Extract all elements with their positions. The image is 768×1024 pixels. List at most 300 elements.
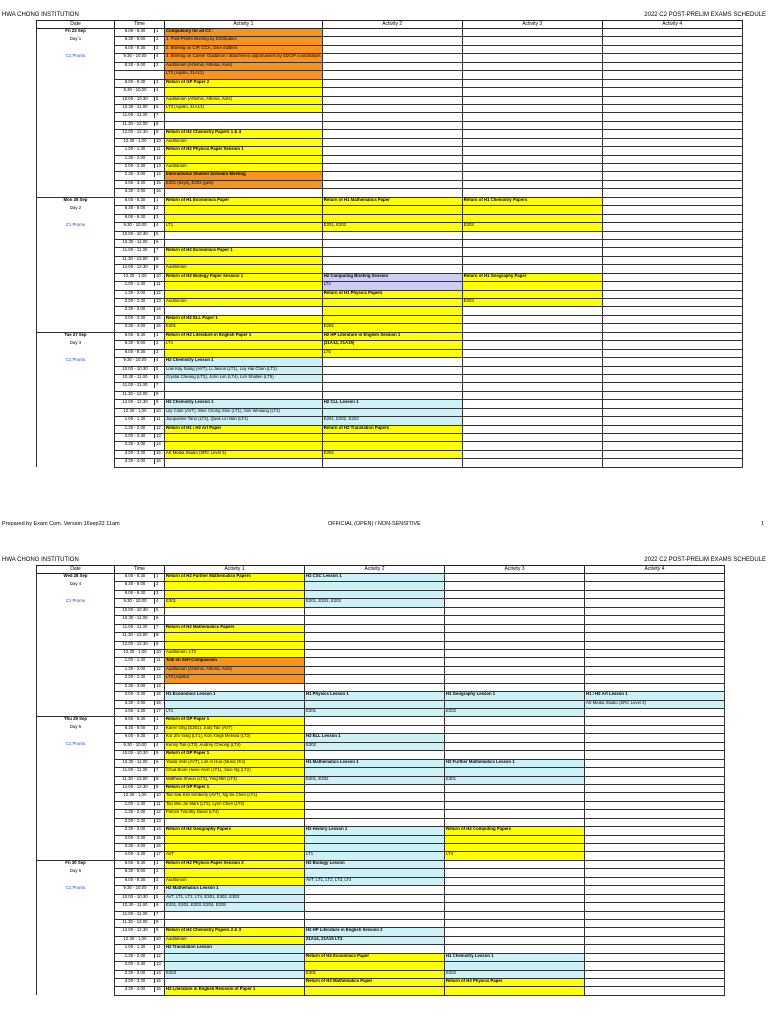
day-label: Day 2	[37, 206, 115, 214]
activity-2-cell	[322, 172, 462, 180]
time-cell	[115, 776, 165, 784]
date-cell	[37, 366, 115, 374]
table-row	[37, 751, 725, 759]
time-cell	[115, 844, 165, 852]
activity-1-cell	[165, 818, 305, 826]
activity-2-cell	[322, 214, 462, 222]
period-number: 10	[154, 937, 163, 941]
activity-4-cell	[602, 239, 742, 247]
activity-2-cell: Return of H3 Mathematics Paper	[305, 979, 445, 987]
activity-1-cell	[165, 633, 305, 641]
table-row	[37, 434, 743, 442]
time-text: 9.30 - 10.00	[123, 357, 147, 363]
time-text: 11.30 - 12.00	[122, 632, 148, 638]
table-row	[37, 793, 725, 801]
time-cell	[115, 88, 165, 96]
activity-4-cell	[585, 633, 725, 641]
time-cell	[115, 683, 165, 691]
period-number: 17	[154, 852, 163, 856]
date-cell	[37, 223, 115, 231]
activity-1-cell: LT3 (Apollo, 21A12)	[165, 71, 323, 79]
activity-3-cell	[445, 683, 585, 691]
time-cell	[115, 189, 165, 197]
activity-4-cell	[585, 607, 725, 615]
activity-4-cell	[585, 616, 725, 624]
date-cell	[37, 273, 115, 281]
time-text: 9.00 - 9.30	[124, 214, 146, 219]
activity-1-cell: Art Media Studio (SRC Level 3)	[165, 450, 323, 458]
activity-2-cell: Return of H3 Economics Paper	[305, 953, 445, 961]
activity-2-cell	[305, 911, 445, 919]
time-text: 11.00 - 11.30	[122, 624, 148, 629]
activity-3-cell	[462, 130, 602, 138]
table-row	[37, 599, 725, 607]
table-row	[37, 810, 725, 818]
activity-3-cell	[445, 599, 585, 607]
table-row	[37, 290, 743, 298]
table-row	[37, 138, 743, 146]
activity-4-cell	[585, 624, 725, 632]
activity-2-cell	[305, 658, 445, 666]
activity-2-cell	[322, 113, 462, 121]
activity-1-cell	[165, 256, 323, 264]
period-number: 2	[154, 726, 163, 730]
activity-2-cell: H2 CLL Lesson 1	[322, 400, 462, 408]
activity-2-cell	[305, 624, 445, 632]
date-cell	[37, 383, 115, 391]
day-label: Day 3	[37, 341, 115, 349]
activity-4-cell	[585, 759, 725, 767]
activity-3-cell	[462, 172, 602, 180]
date-cell	[37, 256, 115, 264]
date-cell	[37, 979, 115, 987]
activity-1-cell	[165, 290, 323, 298]
period-number: 4	[154, 223, 163, 227]
column-header: Activity 4	[602, 21, 742, 29]
table-row	[37, 633, 725, 641]
table-row	[37, 197, 743, 205]
table-row	[37, 349, 743, 357]
activity-1-cell: Low Kay Siang (AVT), Li Jiexun (LT1), Loy Hai Chun (LT2)	[165, 366, 323, 374]
date-cell	[37, 574, 115, 582]
time-text: 4.00 - 4.30	[124, 851, 146, 857]
time-text: 9.30 - 10.00	[123, 598, 147, 604]
promo-label: C1 Promo	[65, 357, 86, 362]
period-number: 2	[154, 582, 163, 586]
time-text: 10.30 - 11.00	[122, 759, 148, 764]
activity-3-cell: E202	[445, 970, 585, 978]
activity-3-cell	[462, 450, 602, 458]
date-cell	[37, 248, 115, 256]
time-text: 2.00 - 2.30	[124, 163, 146, 168]
date-label: Fri 30 Sep	[65, 860, 86, 865]
period-number: 16	[154, 987, 163, 991]
period-number: 10	[154, 409, 163, 413]
table-row	[37, 450, 743, 458]
activity-1-cell: Compulsory for all C2 :	[165, 29, 323, 37]
time-text: 9.00 - 9.30	[124, 590, 146, 595]
activity-1-cell: LT1	[165, 223, 323, 231]
date-cell	[37, 442, 115, 450]
activity-3-cell	[445, 936, 585, 944]
time-cell	[115, 374, 165, 382]
time-cell	[115, 742, 165, 750]
time-cell	[115, 599, 165, 607]
activity-2-cell	[322, 88, 462, 96]
activity-2-cell	[322, 79, 462, 87]
date-cell	[37, 633, 115, 641]
date-cell	[37, 214, 115, 222]
time-text: 12.00 - 12.30	[122, 927, 148, 933]
table-row	[37, 700, 725, 708]
activity-4-cell	[602, 45, 742, 53]
period-number: 11	[154, 658, 163, 662]
activity-1-cell	[165, 434, 323, 442]
activity-1-cell	[165, 155, 323, 163]
time-cell	[115, 180, 165, 188]
time-text: 1.00 - 1.30	[124, 416, 146, 422]
activity-4-cell	[602, 366, 742, 374]
activity-4-cell	[602, 315, 742, 323]
time-text: 1.00 - 1.30	[124, 146, 146, 152]
time-cell	[115, 869, 165, 877]
time-text: 9.30 - 10.00	[123, 885, 147, 891]
table-row	[37, 358, 743, 366]
activity-4-cell	[602, 96, 742, 104]
day-label: Day 4	[37, 582, 115, 590]
date-cell	[37, 827, 115, 835]
activity-1-cell: Return of H2 Chemistry Papers 2 & 3	[165, 928, 305, 936]
activity-1-cell: Matthew Sheun (LT3), Ying Min (LT4)	[165, 776, 305, 784]
time-text: 8.30 - 9.00	[124, 581, 146, 587]
period-number: 13	[154, 962, 163, 966]
activity-2-cell	[305, 818, 445, 826]
period-number: 1	[154, 198, 163, 202]
period-number: 13	[154, 819, 163, 823]
period-number: 12	[154, 156, 163, 160]
date-cell	[37, 911, 115, 919]
activity-4-cell	[602, 155, 742, 163]
table-row	[37, 391, 743, 399]
time-cell	[115, 223, 165, 231]
time-text: 1.00 - 1.30	[124, 657, 146, 663]
activity-1-cell: LT1	[165, 341, 323, 349]
activity-4-cell	[602, 349, 742, 357]
institution-name: HWA CHONG INSTITUTION	[2, 557, 79, 563]
activity-3-cell	[445, 818, 585, 826]
time-text: 8.00 - 8.30	[124, 197, 146, 202]
period-number: 15	[154, 451, 163, 455]
activity-1-cell	[165, 189, 323, 197]
time-cell	[115, 113, 165, 121]
time-text: 2.30 - 3.00	[124, 970, 146, 975]
period-number: 1	[154, 29, 163, 33]
date-cell	[37, 138, 115, 146]
period-number: 8	[154, 257, 163, 261]
activity-4-cell	[602, 434, 742, 442]
activity-3-cell	[445, 768, 585, 776]
activity-2-cell: LT1	[305, 852, 445, 860]
time-text: 3.00 - 3.30	[124, 691, 146, 697]
table-row	[37, 231, 743, 239]
period-number: 8	[154, 392, 163, 396]
time-cell	[115, 877, 165, 885]
activity-4-cell	[585, 801, 725, 809]
period-number: 3	[154, 46, 163, 50]
date-cell	[37, 852, 115, 860]
activity-2-cell	[322, 391, 462, 399]
period-number: 9	[154, 130, 163, 134]
activity-3-cell	[445, 919, 585, 927]
activity-1-cell: 2. Briefing on CIP, CCA, OSA matters	[165, 45, 323, 53]
activity-4-cell: Art Media Studio (SRC Level 3)	[585, 700, 725, 708]
time-text: 12.30 - 1.00	[123, 936, 147, 941]
activity-3-cell	[462, 54, 602, 62]
date-cell	[37, 45, 115, 53]
activity-2-cell: E201, E202, E203	[305, 599, 445, 607]
time-cell	[115, 633, 165, 641]
table-row	[37, 903, 725, 911]
activity-4-cell	[585, 734, 725, 742]
date-cell	[37, 391, 115, 399]
activity-2-cell	[322, 37, 462, 45]
date-cell	[37, 88, 115, 96]
activity-3-cell	[445, 725, 585, 733]
date-label: Wed 28 Sep	[63, 573, 88, 578]
time-cell	[115, 759, 165, 767]
activity-3-cell	[462, 256, 602, 264]
time-text: 12.30 - 1.00	[123, 138, 147, 143]
table-row	[37, 852, 725, 860]
table-row	[37, 692, 725, 700]
table-row	[37, 869, 725, 877]
activity-2-cell	[322, 256, 462, 264]
column-header: Time	[115, 566, 165, 574]
activity-1-cell	[165, 616, 305, 624]
activity-4-cell	[602, 391, 742, 399]
time-text: 3.30 - 4.00	[124, 843, 146, 848]
table-row	[37, 324, 743, 332]
table-row	[37, 172, 743, 180]
time-text: 10.00 - 10.30	[122, 231, 148, 236]
time-cell	[115, 391, 165, 399]
date-cell	[37, 155, 115, 163]
activity-4-cell	[585, 852, 725, 860]
activity-1-cell: Auditorium (Artemis, Athena, Ares)	[165, 62, 323, 70]
period-number: 4	[154, 886, 163, 890]
activity-3-cell	[445, 945, 585, 953]
table-row	[37, 180, 743, 188]
activity-2-cell	[305, 844, 445, 852]
activity-4-cell	[602, 104, 742, 112]
activity-3-cell: E301	[445, 776, 585, 784]
table-row	[37, 299, 743, 307]
time-text: 10.30 - 11.00	[122, 902, 148, 908]
date-cell	[37, 759, 115, 767]
period-number: 12	[154, 291, 163, 295]
activity-4-cell	[602, 400, 742, 408]
period-number: 10	[154, 274, 163, 278]
time-cell	[115, 649, 165, 657]
activity-3-cell	[462, 147, 602, 155]
date-cell	[37, 616, 115, 624]
promo-label: C1 Promo	[65, 742, 86, 747]
date-cell	[37, 675, 115, 683]
period-number: 1	[154, 861, 163, 865]
period-number: 7	[154, 383, 163, 387]
time-cell	[115, 768, 165, 776]
period-number: 6	[154, 375, 163, 379]
period-number: 15	[154, 316, 163, 320]
time-cell	[115, 434, 165, 442]
activity-1-cell: Tan Sok Kim Kimberly (AVT), Ng Su Chen (LT1)	[165, 793, 305, 801]
activity-3-cell	[462, 332, 602, 340]
date-cell	[37, 29, 115, 37]
activity-4-cell	[585, 844, 725, 852]
activity-4-cell	[602, 130, 742, 138]
table-row	[37, 45, 743, 53]
activity-1-cell	[165, 641, 305, 649]
time-text: 9.00 - 9.30	[124, 349, 146, 354]
table-row	[37, 784, 725, 792]
activity-4-cell	[602, 172, 742, 180]
activity-4-cell	[585, 590, 725, 598]
time-cell	[115, 903, 165, 911]
activity-3-cell	[462, 349, 602, 357]
period-number: 5	[154, 751, 163, 755]
time-text: 8.00 - 8.30	[124, 716, 146, 722]
time-cell	[115, 827, 165, 835]
activity-1-cell	[165, 391, 323, 399]
activity-1-cell: Return of H2 ELL Paper 1	[165, 315, 323, 323]
time-cell	[115, 239, 165, 247]
time-cell	[115, 315, 165, 323]
activity-3-cell	[462, 231, 602, 239]
time-text: 2.00 - 2.30	[124, 818, 146, 823]
period-number: 10	[154, 650, 163, 654]
activity-4-cell	[602, 88, 742, 96]
activity-4-cell	[602, 273, 742, 281]
activity-1-cell: Auditorium (Artemis, Athena, Ares)	[165, 96, 323, 104]
table-row	[37, 818, 725, 826]
activity-1-cell: E203	[165, 970, 305, 978]
activity-1-cell: Kor Zhi Yang (LT1), Koh Xingli Melissa (LT2)	[165, 734, 305, 742]
date-cell	[37, 860, 115, 868]
time-cell	[115, 54, 165, 62]
table-row	[37, 121, 743, 129]
activity-3-cell	[445, 624, 585, 632]
time-cell	[115, 417, 165, 425]
activity-1-cell: 1. Post-Prelim Briefing by Dir/Studies	[165, 37, 323, 45]
activity-3-cell	[445, 844, 585, 852]
table-row	[37, 71, 743, 79]
activity-3-cell	[462, 88, 602, 96]
time-text: 9.00 - 9.30	[124, 733, 146, 739]
activity-4-cell	[602, 374, 742, 382]
schedule-table	[36, 20, 743, 468]
column-header: Date	[37, 21, 115, 29]
activity-2-cell	[305, 784, 445, 792]
time-cell	[115, 818, 165, 826]
activity-1-cell: E301	[165, 599, 305, 607]
activity-2-cell: Return of H1 Mathematics Paper	[322, 197, 462, 205]
activity-3-cell	[445, 810, 585, 818]
date-label: Tue 27 Sep	[64, 332, 87, 337]
page-number: 1	[760, 521, 764, 527]
table-row	[37, 734, 725, 742]
activity-3-cell	[462, 366, 602, 374]
table-row	[37, 442, 743, 450]
date-cell	[37, 894, 115, 902]
header-row	[37, 566, 725, 574]
table-row	[37, 282, 743, 290]
period-number: 6	[154, 616, 163, 620]
activity-3-cell	[462, 180, 602, 188]
time-cell	[115, 911, 165, 919]
date-cell	[37, 121, 115, 129]
time-text: 3.30 - 4.00	[124, 700, 146, 705]
table-row	[37, 206, 743, 214]
table-row	[37, 223, 743, 231]
table-row	[37, 104, 743, 112]
day-label: Day 1	[37, 37, 115, 45]
table-row	[37, 641, 725, 649]
period-number: 14	[154, 827, 163, 831]
table-row	[37, 88, 743, 96]
activity-4-cell	[585, 641, 725, 649]
activity-1-cell: LT1	[165, 709, 305, 717]
period-number: 5	[154, 232, 163, 236]
time-cell	[115, 607, 165, 615]
activity-1-cell: Crystal Cheang (LT3), John Lim (LT4), Lim Shallen (LT5)	[165, 374, 323, 382]
activity-4-cell	[602, 290, 742, 298]
activity-1-cell: Return of H2 Physics Paper Session 2	[165, 860, 305, 868]
period-number: 2	[154, 869, 163, 873]
activity-1-cell	[165, 869, 305, 877]
column-header: Activity 2	[305, 566, 445, 574]
activity-2-cell	[322, 104, 462, 112]
period-number: 17	[154, 709, 163, 713]
time-text: 12.00 - 12.30	[122, 641, 148, 646]
table-row	[37, 827, 725, 835]
table-row	[37, 256, 743, 264]
time-cell	[115, 616, 165, 624]
time-cell	[115, 894, 165, 902]
column-header: Activity 3	[445, 566, 585, 574]
activity-1-cell: Auditorium	[165, 877, 305, 885]
activity-2-cell	[322, 358, 462, 366]
activity-4-cell	[602, 417, 742, 425]
activity-3-cell	[462, 290, 602, 298]
activity-2-cell	[322, 442, 462, 450]
activity-2-cell	[305, 649, 445, 657]
activity-3-cell	[462, 206, 602, 214]
promo-label: C1 Promo	[65, 885, 86, 890]
activity-1-cell: International Student Scholars Meeting	[165, 172, 323, 180]
table-row	[37, 801, 725, 809]
activity-1-cell: Return of H2 Mathematics Papers	[165, 624, 305, 632]
date-cell	[37, 641, 115, 649]
period-number: 7	[154, 768, 163, 772]
activity-2-cell	[305, 607, 445, 615]
activity-1-cell	[165, 231, 323, 239]
activity-2-cell	[322, 434, 462, 442]
period-number: 14	[154, 684, 163, 688]
activity-2-cell: H1 Mathematics Lesson 1	[305, 759, 445, 767]
time-text: 8.30 - 9.00	[124, 36, 146, 42]
day-label: Day 5	[37, 725, 115, 733]
activity-1-cell: E201	[165, 324, 323, 332]
